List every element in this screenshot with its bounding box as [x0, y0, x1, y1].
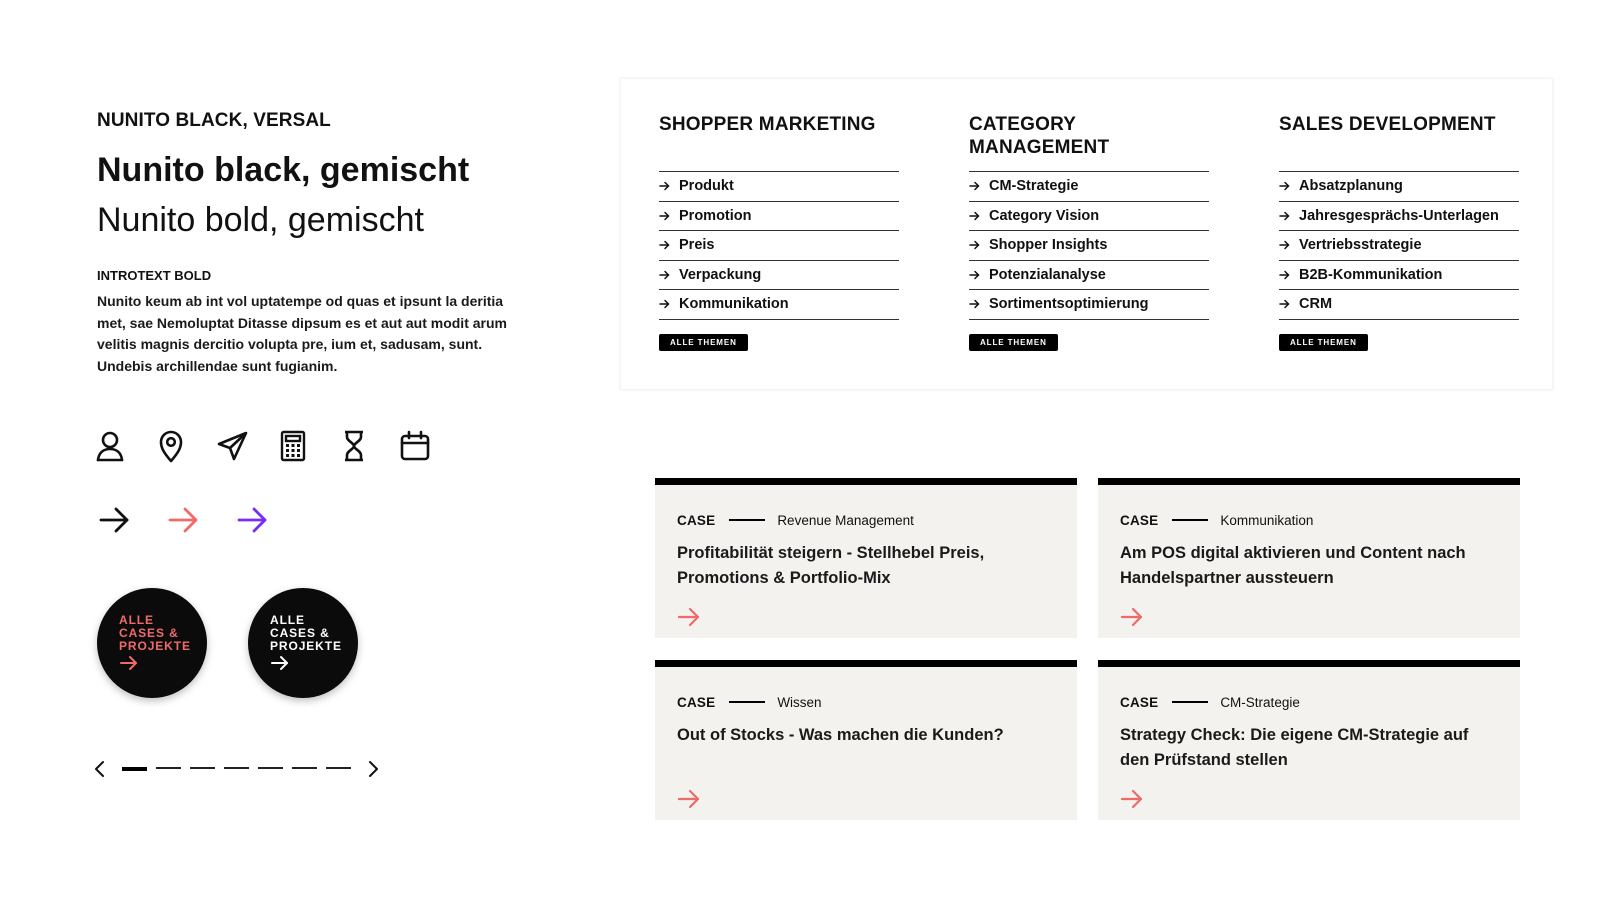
- divider-line: [1172, 701, 1208, 703]
- topic-list: [659, 171, 899, 320]
- arrow-right-small-icon: [1279, 181, 1299, 191]
- heading-bold-mixed: Nunito bold, gemischt: [97, 201, 424, 239]
- arrow-right-small-icon: [659, 211, 679, 221]
- all-topics-button[interactable]: ALLE THEMEN: [659, 334, 748, 351]
- topic-item-label: Absatzplanung: [1299, 178, 1403, 195]
- user-icon: [92, 428, 128, 464]
- case-category: Kommunikation: [1220, 512, 1314, 528]
- send-icon: [214, 428, 250, 464]
- topic-item-label: Vertriebsstrategie: [1299, 237, 1422, 254]
- topic-item[interactable]: [1279, 231, 1519, 261]
- case-category: Revenue Management: [777, 512, 914, 528]
- pager-dash[interactable]: [190, 767, 215, 769]
- arrow-right-small-icon: [659, 240, 679, 250]
- topic-heading: SALES DEVELOPMENT: [1279, 114, 1496, 135]
- topic-list: [1279, 171, 1519, 320]
- case-title: Strategy Check: Die eigene CM-Strategie auf den Prüfstand stellen: [1120, 726, 1469, 769]
- topic-list: [969, 171, 1209, 320]
- topics-panel: [620, 78, 1553, 390]
- slider-pager: [90, 757, 383, 781]
- topic-item[interactable]: [659, 172, 899, 202]
- pager-dash[interactable]: [156, 767, 181, 769]
- arrow-right-small-icon: [969, 299, 989, 309]
- arrow-right-small-icon: [1279, 270, 1299, 280]
- all-cases-label: ALLE CASES & PROJEKTE: [119, 613, 191, 653]
- arrow-right-icon: [270, 655, 358, 671]
- topic-item-label: Potenzialanalyse: [989, 266, 1106, 283]
- topic-item[interactable]: [969, 231, 1209, 261]
- all-topics-button[interactable]: ALLE THEMEN: [1279, 334, 1368, 351]
- case-tag: CASE: [1120, 694, 1159, 710]
- case-title: Profitabilität steigern - Stellhebel Preis, Promotions & Portfolio-Mix: [677, 544, 985, 587]
- case-card-cm-strategie[interactable]: [1098, 660, 1520, 820]
- arrow-right-small-icon: [1279, 299, 1299, 309]
- topic-item[interactable]: [659, 261, 899, 291]
- pager-dashes: [122, 767, 351, 771]
- case-meta: [1120, 693, 1498, 711]
- case-title: Out of Stocks - Was machen die Kunden?: [677, 726, 1004, 744]
- arrow-right-icon[interactable]: [677, 606, 701, 628]
- topic-item[interactable]: [659, 290, 899, 320]
- case-category: Wissen: [777, 694, 822, 710]
- topic-item-label: Verpackung: [679, 266, 762, 283]
- heading-versal: NUNITO BLACK, VERSAL: [97, 110, 331, 131]
- topic-item-label: Preis: [679, 237, 715, 254]
- icon-set: [92, 428, 433, 464]
- topic-column-shopper-marketing: [659, 113, 899, 351]
- divider-line: [1172, 519, 1208, 521]
- case-category: CM-Strategie: [1220, 694, 1300, 710]
- topic-column-category-management: [969, 113, 1209, 351]
- arrow-right-small-icon: [659, 299, 679, 309]
- typography-specimen: [97, 108, 527, 377]
- topic-item[interactable]: [1279, 202, 1519, 232]
- case-meta: [677, 511, 1055, 529]
- topic-item[interactable]: [659, 231, 899, 261]
- topic-item[interactable]: [969, 290, 1209, 320]
- topic-item-label: Kommunikation: [679, 296, 789, 313]
- all-topics-button[interactable]: ALLE THEMEN: [969, 334, 1058, 351]
- arrow-right-small-icon: [1279, 240, 1299, 250]
- topic-item-label: CRM: [1299, 296, 1333, 313]
- intro-heading: INTROTEXT BOLD: [97, 268, 212, 283]
- intro-text: Nunito keum ab int vol uptatempe od quas et ipsunt la deritia met, sae Nemoluptat Ditasse dipsum es et aut aut modit arum velitis magnis dercitio volupta pre, ium et, sadusam, sunt. Undebis archillendae sunt fugianim.: [97, 293, 507, 374]
- calculator-icon: [275, 428, 311, 464]
- pager-dash[interactable]: [224, 767, 249, 769]
- topic-heading: CATEGORY MANAGEMENT: [969, 114, 1110, 158]
- arrow-right-small-icon: [969, 211, 989, 221]
- heading-black-mixed: Nunito black, gemischt: [97, 151, 470, 189]
- arrow-right-icon: [119, 655, 207, 671]
- topic-item[interactable]: [969, 261, 1209, 291]
- location-pin-icon: [153, 428, 189, 464]
- hourglass-icon: [336, 428, 372, 464]
- pager-dash[interactable]: [258, 767, 283, 769]
- arrow-right-icon[interactable]: [677, 788, 701, 810]
- arrow-right-icon[interactable]: [1120, 606, 1144, 628]
- topic-item[interactable]: [969, 202, 1209, 232]
- divider-line: [729, 519, 765, 521]
- case-title: Am POS digital aktivieren und Content nach Handelspartner aussteuern: [1120, 544, 1466, 587]
- all-cases-button-coral[interactable]: [97, 588, 207, 698]
- topic-item-label: Produkt: [679, 178, 734, 195]
- arrow-right-small-icon: [969, 181, 989, 191]
- case-meta: [1120, 511, 1498, 529]
- arrow-right-small-icon: [1279, 211, 1299, 221]
- case-tag: CASE: [677, 694, 716, 710]
- divider-line: [729, 701, 765, 703]
- topic-item[interactable]: [1279, 290, 1519, 320]
- case-card-revenue-management[interactable]: [655, 478, 1077, 638]
- arrow-right-small-icon: [969, 240, 989, 250]
- chevron-right-icon[interactable]: [363, 757, 383, 781]
- arrow-right-small-icon: [659, 181, 679, 191]
- case-tag: CASE: [677, 512, 716, 528]
- arrow-set: [98, 505, 269, 535]
- topic-item-label: Promotion: [679, 207, 752, 224]
- arrow-right-black-icon: [98, 505, 131, 535]
- pager-dash-active[interactable]: [122, 767, 147, 771]
- topic-item[interactable]: [659, 202, 899, 232]
- topic-column-sales-development: [1279, 113, 1519, 351]
- topic-item-label: Category Vision: [989, 207, 1100, 224]
- chevron-left-icon[interactable]: [90, 757, 110, 781]
- arrow-right-small-icon: [659, 270, 679, 280]
- arrow-right-purple-icon: [236, 505, 269, 535]
- case-meta: [677, 693, 1055, 711]
- arrow-right-icon[interactable]: [1120, 788, 1144, 810]
- arrow-right-coral-icon: [167, 505, 200, 535]
- topic-item-label: Jahresgesprächs-Unterlagen: [1299, 207, 1499, 224]
- topic-item-label: Shopper Insights: [989, 237, 1108, 254]
- topic-item[interactable]: [1279, 172, 1519, 202]
- case-card-kommunikation[interactable]: [1098, 478, 1520, 638]
- arrow-right-small-icon: [969, 270, 989, 280]
- topic-item-label: B2B-Kommunikation: [1299, 266, 1443, 283]
- pager-dash[interactable]: [326, 767, 351, 769]
- all-cases-button-white[interactable]: [248, 588, 358, 698]
- topic-item-label: Sortimentsoptimierung: [989, 296, 1149, 313]
- pager-dash[interactable]: [292, 767, 317, 769]
- case-card-wissen[interactable]: [655, 660, 1077, 820]
- topic-item-label: CM-Strategie: [989, 178, 1079, 195]
- topic-item[interactable]: [969, 172, 1209, 202]
- topic-heading: SHOPPER MARKETING: [659, 114, 876, 135]
- case-tag: CASE: [1120, 512, 1159, 528]
- calendar-icon: [397, 428, 433, 464]
- all-cases-label: ALLE CASES & PROJEKTE: [270, 613, 342, 653]
- topic-item[interactable]: [1279, 261, 1519, 291]
